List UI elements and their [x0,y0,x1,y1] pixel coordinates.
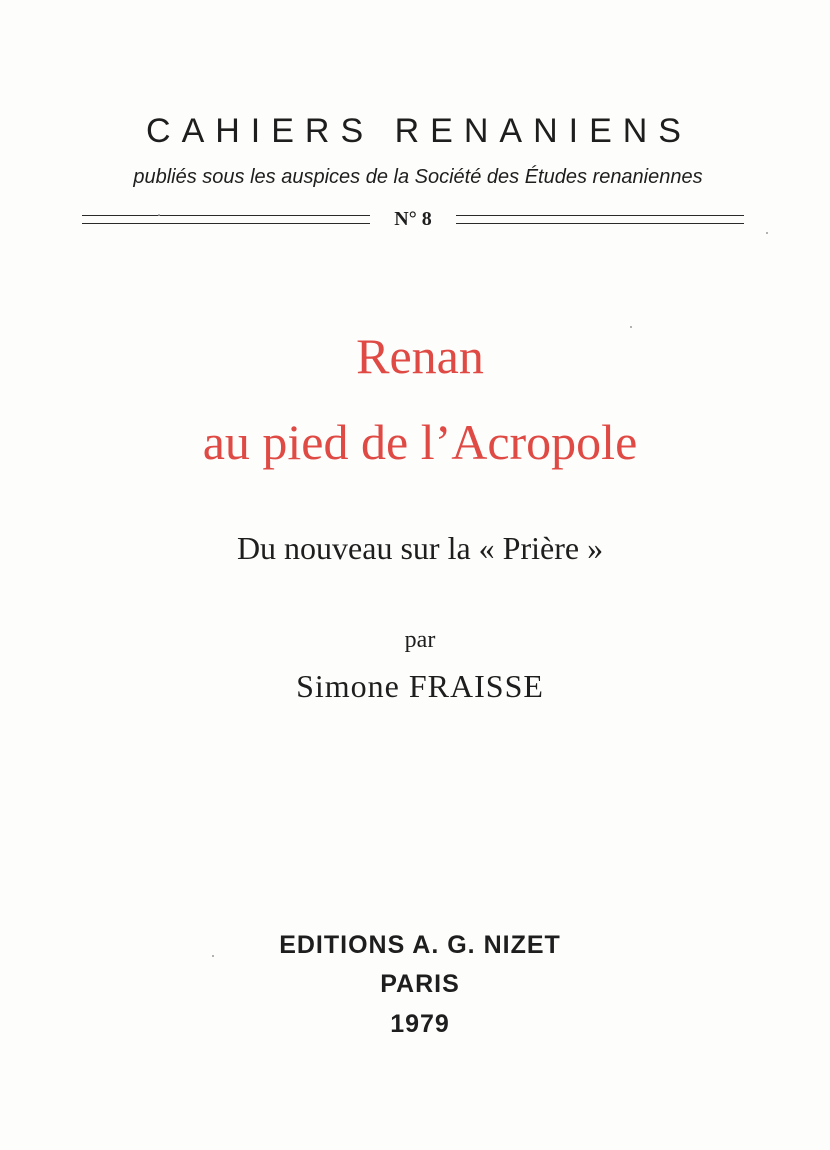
issue-number: N° 8 [394,208,432,230]
paper-speck [212,955,214,957]
author-name: Simone FRAISSE [296,668,544,704]
paper-speck [158,214,160,216]
double-rule-right [456,215,744,224]
book-subtitle: Du nouveau sur la « Prière » [236,530,604,566]
series-title: CAHIERS RENANIENS [146,112,692,150]
book-title-line-2: au pied de l’Acropole [202,414,638,470]
paper-speck [766,232,768,234]
series-subtitle: publiés sous les auspices de la Société des Études renaniennes [133,166,703,188]
book-title-line-1: Renan [356,328,484,384]
publication-year: 1979 [390,1010,450,1038]
author-prefix: par [404,627,436,653]
publisher-name: EDITIONS A. G. NIZET [279,931,561,959]
double-rule-left [82,215,370,224]
paper-speck [630,326,632,328]
publisher-city: PARIS [380,970,460,998]
